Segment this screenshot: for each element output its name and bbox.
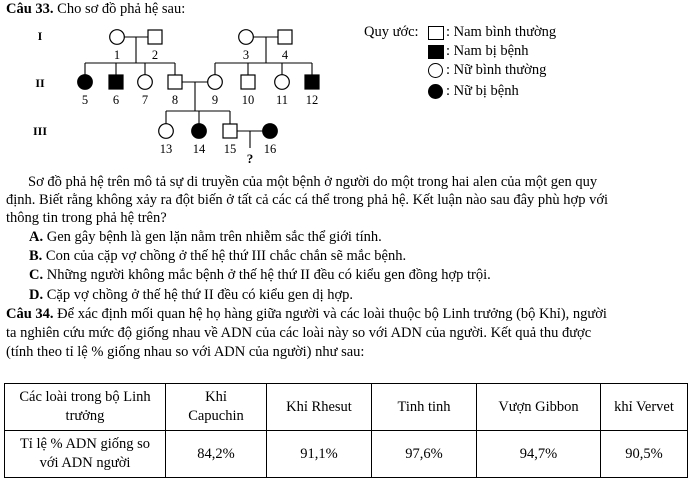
option-d-label: D. [29, 287, 44, 303]
species-gibbon: Vượn Gibbon [477, 384, 601, 431]
legend-item-affected-female: : Nữ bị bệnh [446, 83, 519, 99]
value-gibbon: 94,7% [477, 431, 601, 478]
individual-13-circle-icon [159, 124, 174, 139]
individual-3-circle-icon [239, 30, 254, 45]
species-capuchin-line-1: Khỉ [205, 389, 227, 405]
option-c[interactable] [29, 267, 491, 284]
question-33-body-line-3: thông tin trong phả hệ trên? [6, 210, 167, 226]
question-33-body-line-2: định. Biết rằng không xảy ra đột biến ở tất cả các cá thể trong phả hệ. Kết luận nào sau đây phù hợp với [6, 192, 609, 208]
individual-8-square-icon [168, 75, 182, 89]
individual-5-circle-icon [78, 75, 93, 90]
question-34-text-1: Để xác định mối quan hệ họ hàng giữa người và các loài thuộc bộ Linh trưởng (bộ Khỉ), người [57, 306, 607, 322]
individual-10-square-icon [241, 75, 255, 89]
question-34-line-1 [6, 306, 607, 323]
species-chimpanzee: Tinh tinh [372, 384, 477, 431]
generation-label-I: I [37, 29, 43, 43]
individual-label-12: 12 [305, 93, 319, 107]
legend-item-normal-male: : Nam bình thường [446, 24, 557, 40]
unknown-child-mark: ? [246, 151, 254, 166]
individual-15-square-icon [223, 124, 237, 138]
legend-circle-open-icon [428, 63, 443, 78]
question-34-line-3: (tính theo tỉ lệ % giống nhau so với ADN của người) như sau: [6, 344, 365, 360]
generation-label-III: III [32, 124, 48, 138]
option-a-label: A. [29, 229, 44, 245]
value-vervet: 90,5% [601, 431, 688, 478]
option-c-label: C. [29, 267, 44, 283]
value-rhesut: 91,1% [267, 431, 372, 478]
individual-label-9: 9 [211, 93, 219, 107]
option-b[interactable] [29, 248, 406, 265]
option-a[interactable] [29, 229, 382, 246]
individual-label-1: 1 [113, 48, 121, 62]
individual-11-circle-icon [275, 75, 290, 90]
species-capuchin [166, 384, 267, 431]
individual-label-7: 7 [141, 93, 149, 107]
question-34-line-2: ta nghiên cứu mức độ giống nhau về ADN của các loài này so với ADN của người. Kết quả thu được [6, 325, 592, 341]
individual-label-3: 3 [242, 48, 250, 62]
individual-label-13: 13 [159, 142, 173, 156]
individual-label-15: 15 [223, 142, 237, 156]
option-a-text: Gen gây bệnh là gen lặn nằm trên nhiễm sắc thể giới tính. [46, 229, 382, 245]
legend-title: Quy ước: [364, 24, 419, 40]
individual-14-circle-icon [192, 124, 207, 139]
option-c-text: Những người không mắc bệnh ở thế hệ thứ II đều có kiểu gen đồng hợp trội. [46, 267, 491, 283]
individual-label-16: 16 [263, 142, 277, 156]
individual-label-2: 2 [151, 48, 159, 62]
individual-12-square-icon [305, 75, 319, 89]
individual-label-10: 10 [241, 93, 255, 107]
legend-item-normal-female: : Nữ bình thường [446, 62, 547, 78]
individual-label-4: 4 [281, 48, 289, 62]
question-34-number: Câu 34. [6, 306, 54, 322]
question-33-prompt: Cho sơ đồ phả hệ sau: [57, 1, 186, 17]
table-row-label [5, 431, 166, 478]
individual-7-circle-icon [138, 75, 153, 90]
species-rhesut: Khỉ Rhesut [267, 384, 372, 431]
value-chimpanzee: 97,6% [372, 431, 477, 478]
species-capuchin-line-2: Capuchin [188, 408, 244, 424]
question-33-body-line-1: Sơ đồ phả hệ trên mô tả sự di truyền của một bệnh ở người do một trong hai alen của một gen quy [28, 174, 598, 190]
row-label-line-2: với ADN người [39, 455, 131, 471]
legend-circle-filled-icon [428, 84, 443, 99]
legend-square-filled-icon [428, 45, 444, 59]
individual-4-square-icon [278, 30, 292, 44]
individual-2-square-icon [148, 30, 162, 44]
species-vervet: khỉ Vervet [601, 384, 688, 431]
generation-label-II: II [35, 76, 45, 90]
legend-square-open-icon [428, 26, 444, 40]
option-d-text: Cặp vợ chồng ở thế hệ thứ II đều có kiểu gen dị hợp. [46, 287, 354, 303]
question-33-number: Câu 33. [6, 1, 54, 17]
header-label-line-1: Các loài trong bộ Linh [19, 389, 151, 405]
individual-1-circle-icon [110, 30, 125, 45]
row-label-line-1: Tỉ lệ % ADN giống so [19, 436, 151, 452]
individual-6-square-icon [109, 75, 123, 89]
individual-16-circle-icon [263, 124, 278, 139]
pedigree-diagram [0, 0, 330, 170]
value-capuchin: 84,2% [166, 431, 267, 478]
table-row [5, 431, 688, 478]
legend-item-affected-male: : Nam bị bệnh [446, 43, 529, 59]
table-header-row [5, 384, 688, 431]
header-label-line-2: trưởng [65, 408, 105, 424]
table-header-label [5, 384, 166, 431]
individual-label-11: 11 [275, 93, 289, 107]
individual-label-6: 6 [112, 93, 120, 107]
option-b-label: B. [29, 248, 43, 264]
option-b-text: Con của cặp vợ chồng ở thế hệ thứ III chắc chắn sẽ mắc bệnh. [45, 248, 407, 264]
individual-label-8: 8 [171, 93, 179, 107]
individual-label-14: 14 [192, 142, 206, 156]
option-d[interactable] [29, 287, 353, 304]
individual-label-5: 5 [81, 93, 89, 107]
dna-similarity-table [4, 383, 688, 478]
individual-9-circle-icon [208, 75, 223, 90]
